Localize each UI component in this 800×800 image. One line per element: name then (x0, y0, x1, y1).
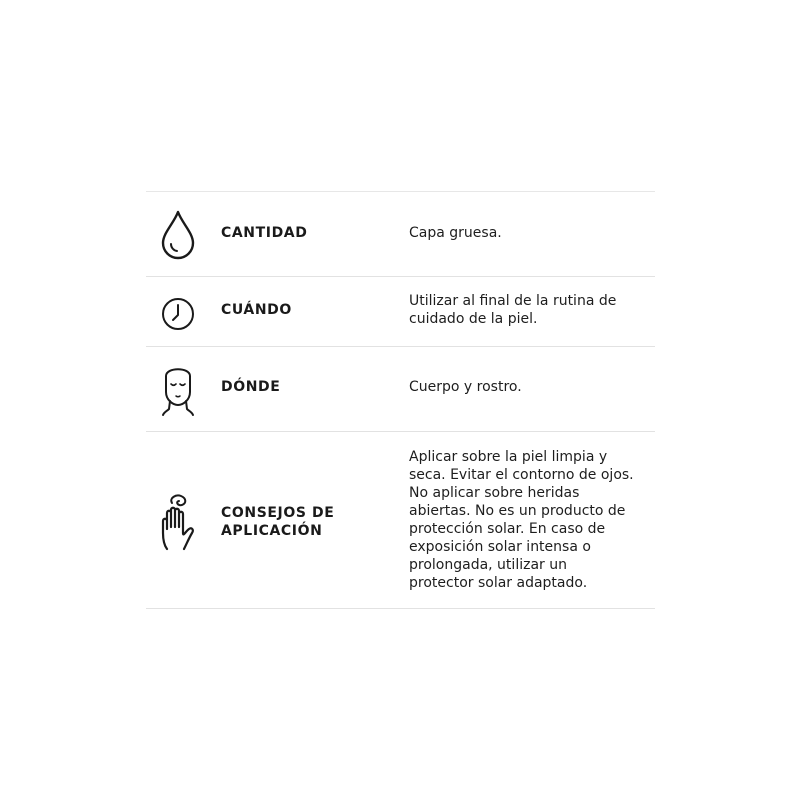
row-value: Cuerpo y rostro. (409, 379, 522, 395)
row-cantidad (146, 192, 655, 277)
usage-info-table (146, 191, 655, 609)
row-cuando (146, 277, 655, 347)
row-label: CONSEJOS DE APLICACIÓN (221, 505, 335, 539)
row-value: Capa gruesa. (409, 225, 502, 241)
row-label: DÓNDE (221, 379, 281, 395)
row-donde (146, 347, 655, 432)
row-value: Utilizar al final de la rutina de cuidado de la piel. (409, 293, 617, 327)
row-label: CANTIDAD (221, 225, 308, 241)
hand-cream-icon (160, 493, 196, 551)
row-label: CUÁNDO (221, 302, 292, 318)
row-value: Aplicar sobre la piel limpia y seca. Evitar el contorno de ojos. No aplicar sobre heridas abiertas. No es un producto de protección solar. En caso de exposición solar intensa o prolongada, utilizar un protector solar adaptado. (409, 449, 634, 591)
row-consejos-aplicacion (146, 432, 655, 609)
face-icon (160, 362, 196, 418)
water-drop-icon (160, 209, 196, 261)
clock-icon (160, 296, 196, 332)
